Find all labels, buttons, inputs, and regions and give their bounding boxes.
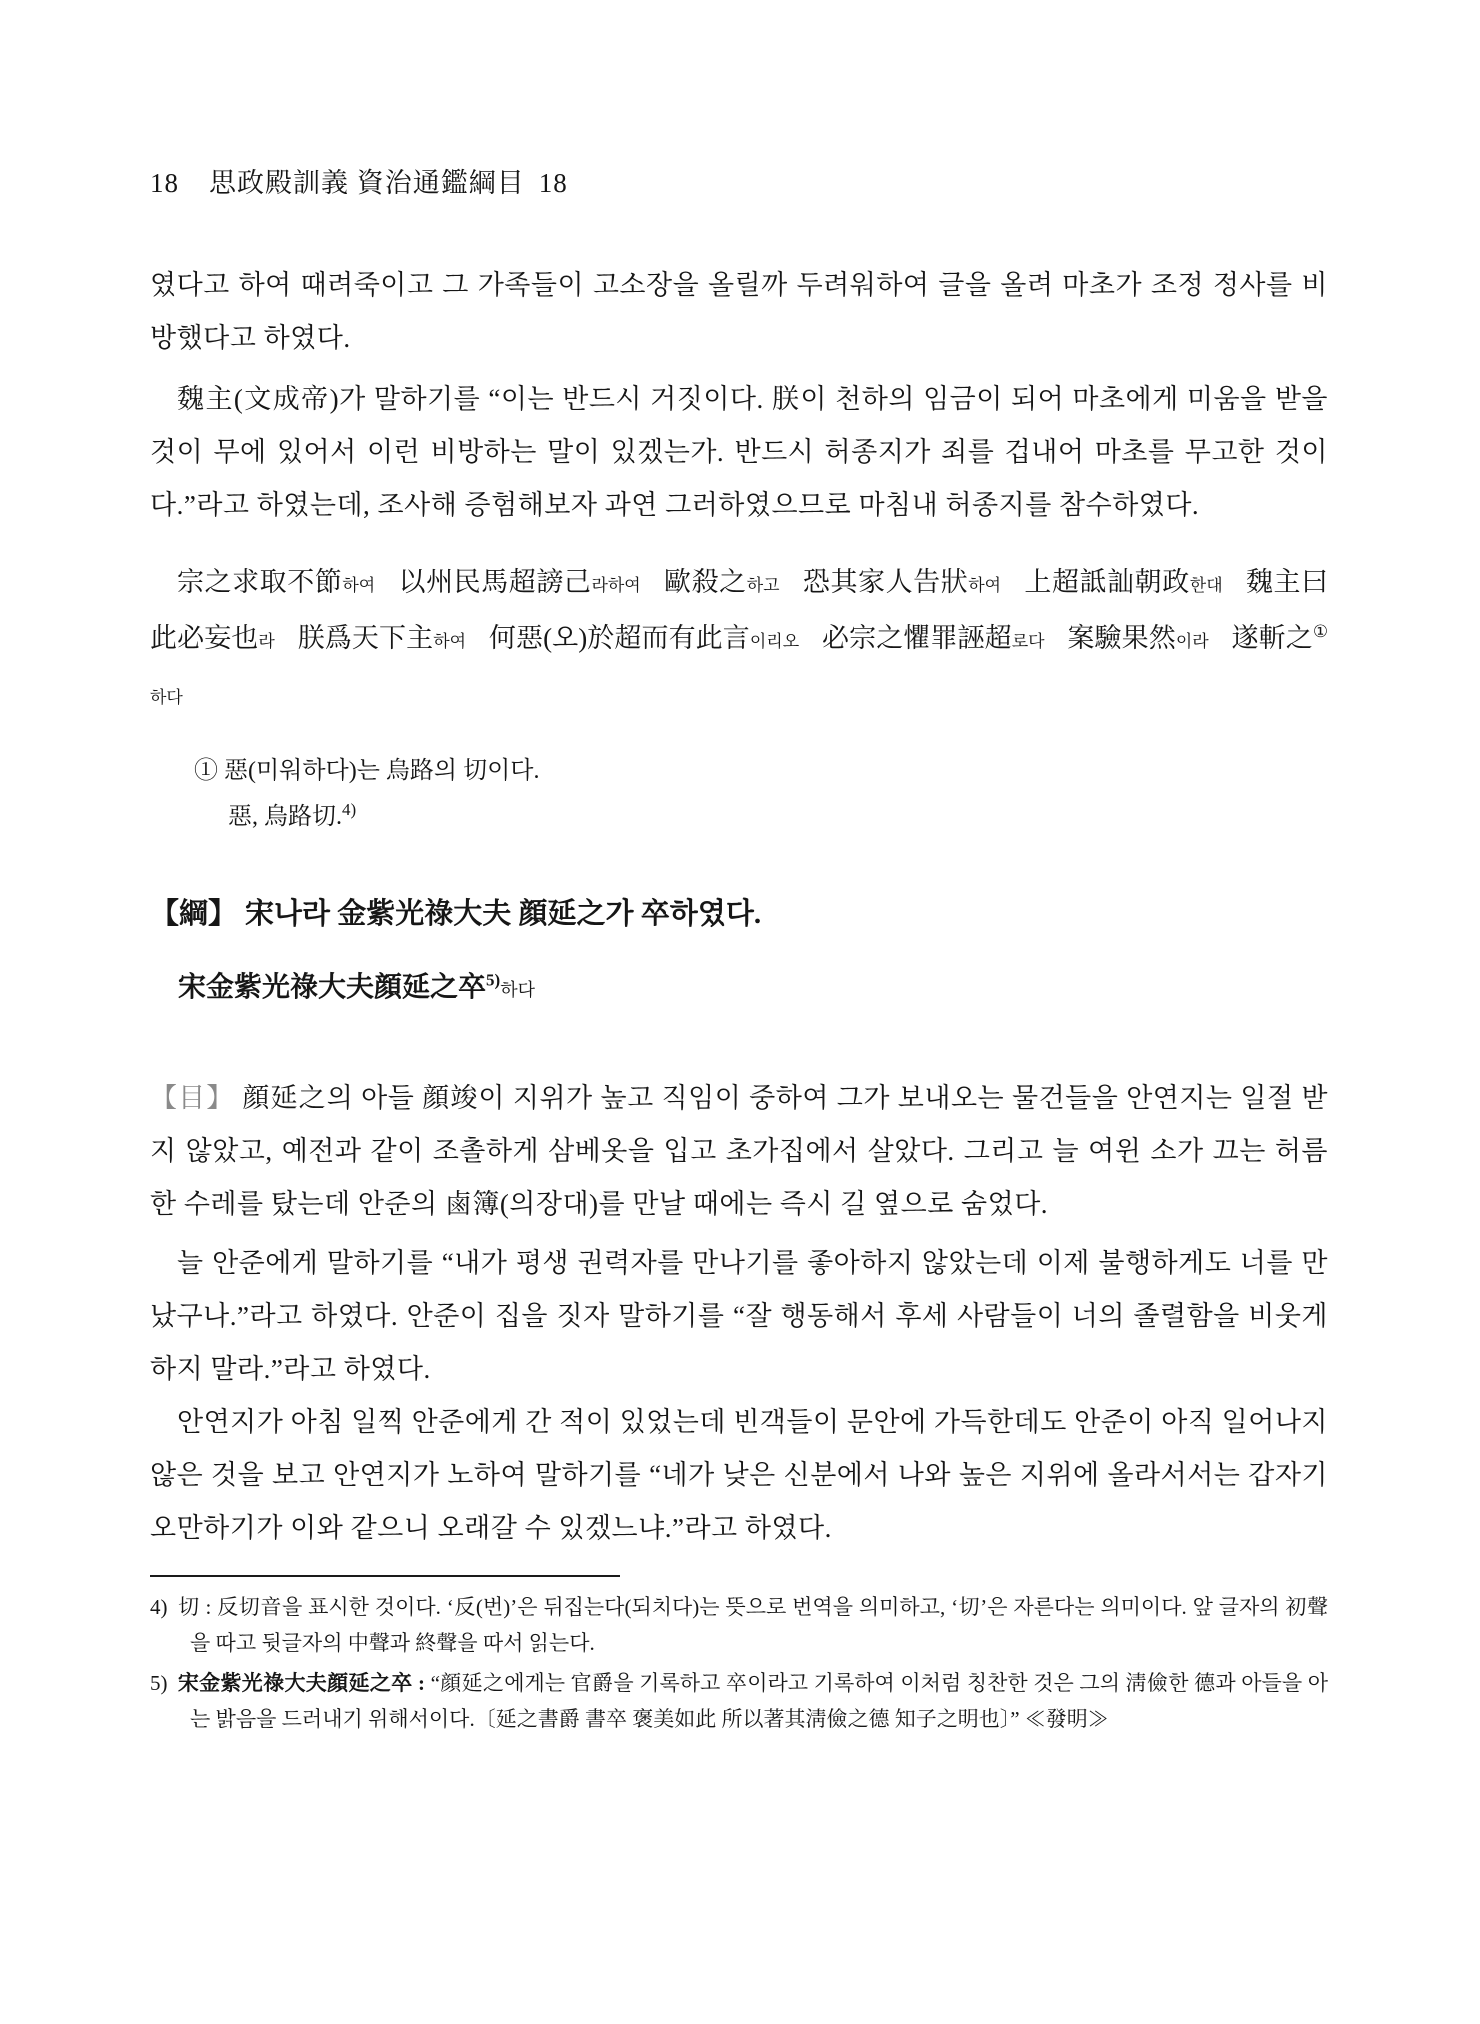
footnote-4 (150, 1589, 1328, 1661)
hanmun-main: 上超詆訕朝政 (1024, 567, 1190, 597)
gang-hanmun-line (150, 966, 1328, 1012)
mok-text: 顔延之의 아들 顔竣이 지위가 높고 직임이 중하여 그가 보내오는 물건들을 안연지는 일절 받지 않았고, 예전과 같이 조촐하게 삼베옷을 입고 초가집에서 살았다. 그리고 늘 여윈 소가 끄는 허름한 수레를 탔는데 안준의 鹵簿(의장대)를 만날 때에는 즉시 길 옆으로 숨었다. (150, 1083, 1329, 1219)
annotation-line-1: ① 惡(미워하다)는 烏路의 切이다. (194, 758, 540, 784)
translation-paragraph-morning-visit: 안연지가 아침 일찍 안준에게 간 적이 있었는데 빈객들이 문안에 가득한데도 안준이 아직 일어나지 않은 것을 보고 안연지가 노하여 말하기를 “네가 낮은 신분에서 나와 높은 지위에 올라서서는 갑자기 오만하기가 이와 같으니 오래갈 수 있겠느냐.”라고 하였다. (150, 1407, 1328, 1543)
hanmun-segment (1067, 623, 1208, 653)
hanmun-segment (1024, 567, 1222, 597)
gugyeol-gloss: 이리오 (749, 632, 800, 651)
hanmun-main: 歐殺之 (664, 567, 747, 597)
footnote-label: 5) (150, 1671, 168, 1695)
footnote-term: 宋金紫光祿大夫顔延之卒 : (177, 1671, 431, 1695)
annotation-line-2 (194, 794, 1328, 840)
page-header (150, 163, 1328, 203)
mok-paragraph (150, 1072, 1328, 1231)
running-title: 思政殿訓義 資治通鑑綱目 (209, 168, 525, 198)
hanmun-main: 朕爲天下主 (297, 623, 434, 653)
translation-paragraph-wei-ruler: 魏主(文成帝)가 말하기를 “이는 반드시 거짓이다. 朕이 천하의 임금이 되어 마초에게 미움을 받을 것이 무에 있어서 이런 비방하는 말이 있겠는가. 반드시 허종지가 죄를 겁내어 마초를 무고한 것이다.”라고 하였는데, 조사해 증험해보자 과연 그러하였으므로 마침내 허종지를 참수하였다. (150, 384, 1328, 520)
hanmun-main: 宋金紫光祿大夫顔延之卒 (178, 972, 487, 1003)
hanmun-main: 遂斬之 (1231, 623, 1313, 653)
hanmun-segment (822, 623, 1045, 653)
gang-heading (150, 892, 1328, 936)
footnote-ref-5: 5) (486, 970, 501, 990)
gugyeol-gloss: 하여 (968, 576, 1002, 595)
page-number: 18 (150, 168, 179, 198)
hanmun-main: 必宗之懼罪誣超 (822, 623, 1012, 653)
translation-paragraph-continuation: 였다고 하여 때려죽이고 그 가족들이 고소장을 올릴까 두려워하여 글을 올려 마초가 조정 정사를 비방했다고 하였다. (150, 270, 1328, 353)
gugyeol-gloss: 라하여 (591, 576, 641, 595)
gugyeol-gloss: 하고 (746, 576, 780, 595)
footnote-5 (150, 1665, 1328, 1737)
gang-bracket: 【綱】 (150, 898, 238, 930)
gugyeol-gloss: 라 (258, 632, 275, 651)
footnote-text: 切 : 反切音을 표시한 것이다. ‘反(번)’은 뒤집는다(되치다)는 뜻으로 번역을 의미하고, ‘切’은 자른다는 의미이다. 앞 글자의 初聲을 따고 뒷글자의 中聲과 終聲을 따서 읽는다. (177, 1595, 1328, 1655)
footnote-divider (150, 1575, 620, 1577)
hanmun-main: 恐其家人告狀 (802, 567, 969, 597)
hanmun-main: 案驗果然 (1067, 623, 1176, 653)
translation-paragraph-anjun-quotes: 늘 안준에게 말하기를 “내가 평생 권력자를 만나기를 좋아하지 않았는데 이제 불행하게도 너를 만났구나.”라고 하였다. 안준이 집을 짓자 말하기를 “잘 행동해서 후세 사람들이 너의 졸렬함을 비웃게 하지 말라.”라고 하였다. (150, 1248, 1328, 1384)
gugyeol-gloss: 하다 (500, 980, 535, 1000)
hanmun-main: 何惡(오)於超而有此言 (488, 623, 750, 653)
gugyeol-gloss: 로다 (1011, 632, 1045, 651)
gugyeol-gloss: 한대 (1189, 576, 1223, 595)
volume-number: 18 (538, 168, 568, 198)
hanmun-segment (399, 567, 641, 597)
annotation-hanmun: 惡, 烏路切. (228, 804, 342, 830)
eumju-annotation (150, 748, 1328, 840)
hanmun-source-text (150, 556, 1328, 724)
gugyeol-gloss: 하다 (150, 688, 183, 707)
hanmun-main: 以州民馬超謗己 (398, 567, 592, 597)
footnote-label: 4) (150, 1595, 168, 1619)
hanmun-main: 魏主曰 此必妄也 (150, 567, 1329, 653)
hanmun-main: 宗之求取不節 (177, 567, 343, 597)
hanmun-segment (177, 567, 375, 597)
footnote-ref-4: 4) (342, 800, 357, 819)
footnote-text: “顔延之에게는 官爵을 기록하고 卒이라고 기록하여 이처럼 칭찬한 것은 그의 淸儉한 德과 아들을 아는 밝음을 드러내기 위해서이다.〔延之書爵 書卒 褒美如此 所以著其淸儉之德 知子之明也〕” ≪發明≫ (190, 1671, 1328, 1731)
note-ref-circled-1: ① (1312, 622, 1329, 641)
hanmun-segment (298, 623, 466, 653)
hanmun-segment (489, 623, 799, 653)
gugyeol-gloss: 하여 (433, 632, 467, 651)
hanmun-segment (803, 567, 1001, 597)
gang-heading-text: 宋나라 金紫光祿大夫 顔延之가 卒하였다. (245, 898, 762, 930)
gugyeol-gloss: 하여 (342, 576, 376, 595)
hanmun-segment (664, 567, 780, 597)
mok-bracket: 【目】 (150, 1083, 235, 1113)
gugyeol-gloss: 이라 (1175, 632, 1209, 651)
